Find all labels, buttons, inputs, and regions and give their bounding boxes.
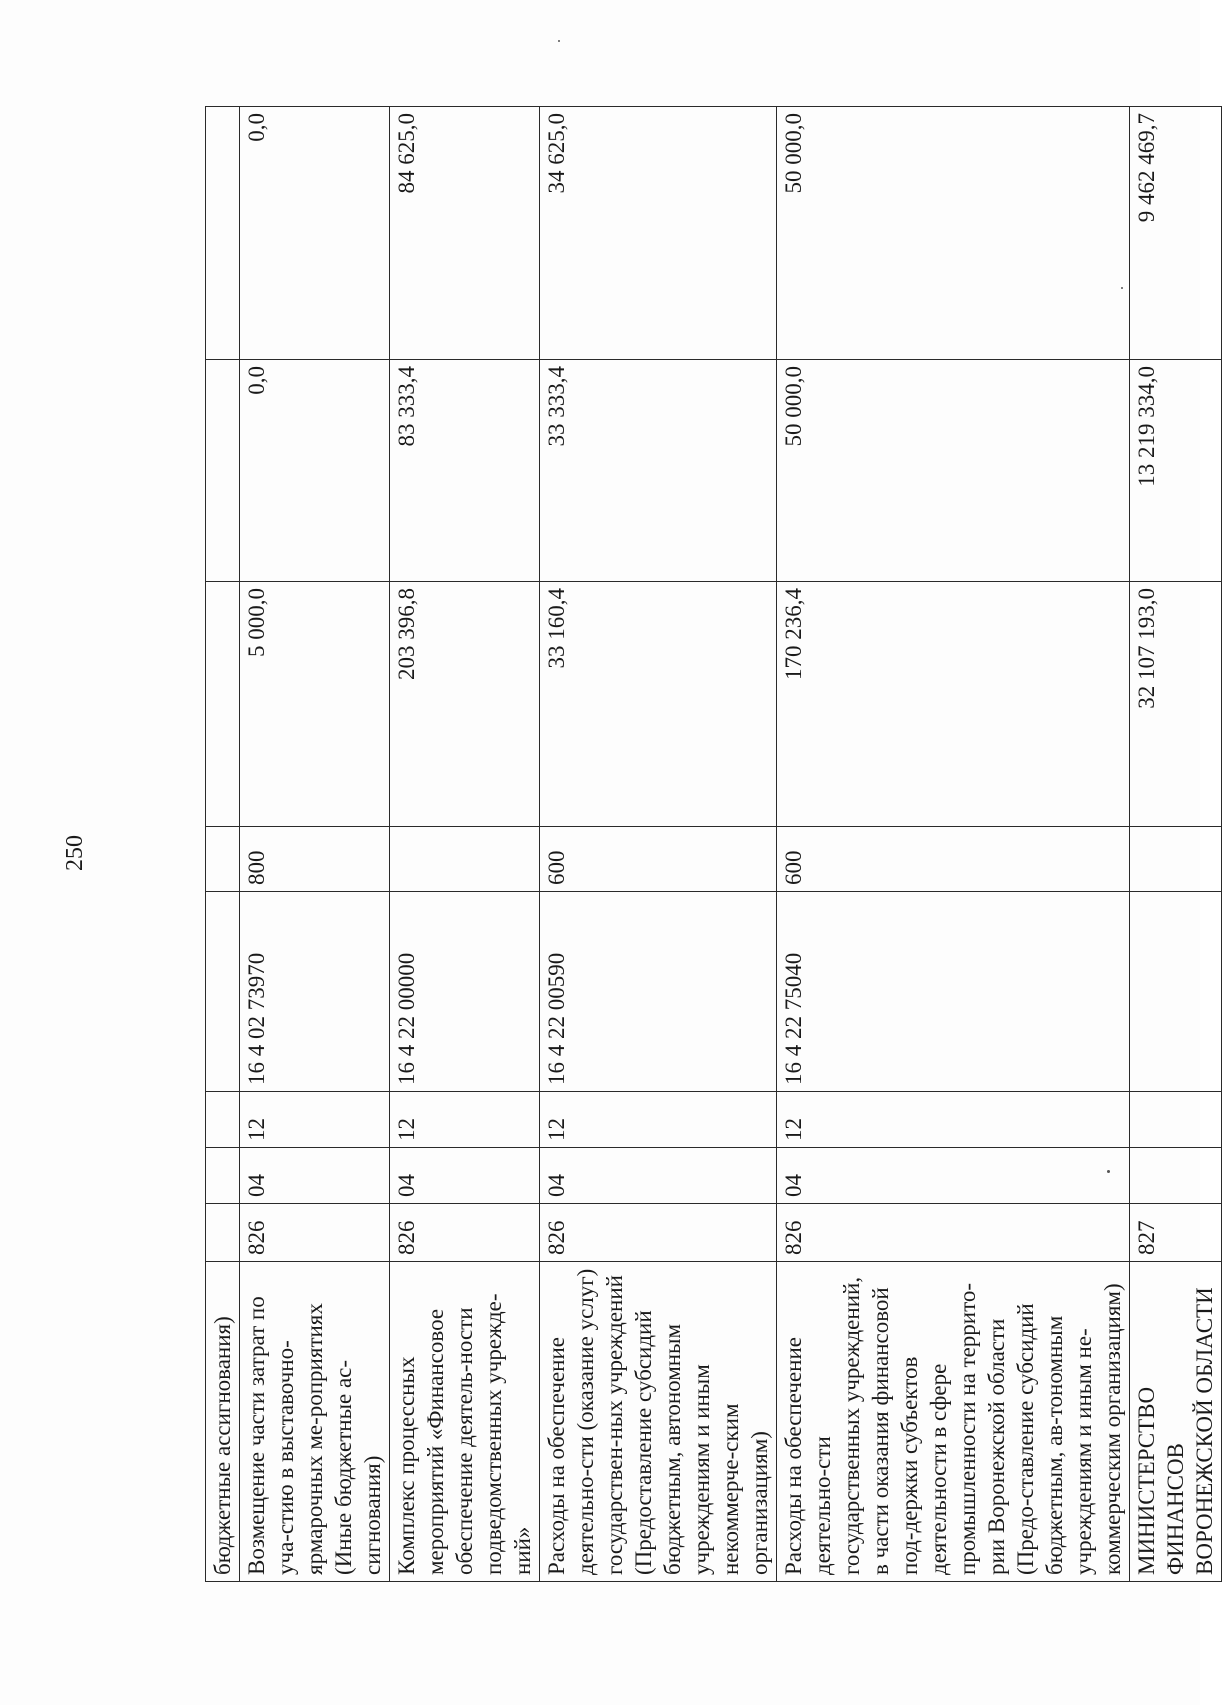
target-article-cell: 16 4 02 73970 <box>240 892 390 1092</box>
table-container <box>205 107 1217 1582</box>
target-article-cell: 16 4 22 00000 <box>390 892 540 1092</box>
expense-type-cell <box>206 827 240 892</box>
table-row <box>240 107 390 1582</box>
table-row <box>777 107 1130 1582</box>
row-name-cell: Расходы на обеспечение деятельно-сти (оказание услуг) государствен-ных учреждений (Предоставление субсидий бюджетным, автономным учреждениям и иным некоммерче-ским организациям) <box>540 1262 777 1582</box>
scan-speck <box>1121 287 1123 289</box>
budget-table <box>205 106 1222 1582</box>
expense-type-cell: 600 <box>540 827 777 892</box>
section-code-cell <box>206 1148 240 1204</box>
amount-3-cell: 0,0 <box>240 107 390 360</box>
section-code-cell: 04 <box>777 1148 1130 1204</box>
amount-2-cell: 13 219 334,0 <box>1130 360 1222 582</box>
subsection-code-cell <box>206 1092 240 1148</box>
page-number: 250 <box>62 835 88 871</box>
ministry-code-cell: 826 <box>777 1204 1130 1262</box>
amount-3-cell: 34 625,0 <box>540 107 777 360</box>
row-name-cell: Расходы на обеспечение деятельно-сти государственных учреждений, в части оказания финансовой под-держки субъектов деятельности в сфере промышленности на террито-рии Воронежской области (Предо-ставление субсидий бюджетным, ав-тономным учреждениям и иным не-коммерческим организациям) <box>777 1262 1130 1582</box>
amount-2-cell: 33 333,4 <box>540 360 777 582</box>
target-article-cell: 16 4 22 75040 <box>777 892 1130 1092</box>
target-article-cell: 16 4 22 00590 <box>540 892 777 1092</box>
amount-1-cell: 170 236,4 <box>777 582 1130 827</box>
amount-1-cell: 32 107 193,0 <box>1130 582 1222 827</box>
section-code-cell <box>1130 1148 1222 1204</box>
subsection-code-cell: 12 <box>240 1092 390 1148</box>
amount-3-cell <box>206 107 240 360</box>
amount-3-cell: 50 000,0 <box>777 107 1130 360</box>
amount-3-cell: 84 625,0 <box>390 107 540 360</box>
ministry-code-cell: 826 <box>240 1204 390 1262</box>
expense-type-cell <box>1130 827 1222 892</box>
table-row <box>206 107 240 1582</box>
amount-1-cell: 203 396,8 <box>390 582 540 827</box>
ministry-code-cell: 826 <box>390 1204 540 1262</box>
ministry-code-cell: 827 <box>1130 1204 1222 1262</box>
row-name-cell: Комплекс процессных мероприятий «Финансовое обеспечение деятель-ности подведомственных учрежде-ний» <box>390 1262 540 1582</box>
target-article-cell <box>206 892 240 1092</box>
row-name-cell: Возмещение части затрат по уча-стию в выставочно-ярмарочных ме-роприятиях (Иные бюджетные ас-сигнования) <box>240 1262 390 1582</box>
subsection-code-cell: 12 <box>777 1092 1130 1148</box>
row-name-cell: бюджетные ассигнования) <box>206 1262 240 1582</box>
row-name-cell: МИНИСТЕРСТВО ФИНАНСОВ ВОРОНЕЖСКОЙ ОБЛАСТИ <box>1130 1262 1222 1582</box>
target-article-cell <box>1130 892 1222 1092</box>
subsection-code-cell <box>1130 1092 1222 1148</box>
scan-speck <box>558 40 560 42</box>
amount-2-cell <box>206 360 240 582</box>
amount-1-cell: 33 160,4 <box>540 582 777 827</box>
amount-3-cell: 9 462 469,7 <box>1130 107 1222 360</box>
expense-type-cell <box>390 827 540 892</box>
section-code-cell: 04 <box>240 1148 390 1204</box>
subsection-code-cell: 12 <box>390 1092 540 1148</box>
section-code-cell: 04 <box>540 1148 777 1204</box>
ministry-code-cell <box>206 1204 240 1262</box>
expense-type-cell: 600 <box>777 827 1130 892</box>
table-row <box>390 107 540 1582</box>
ministry-code-cell: 826 <box>540 1204 777 1262</box>
expense-type-cell: 800 <box>240 827 390 892</box>
section-code-cell: 04 <box>390 1148 540 1204</box>
table-row <box>540 107 777 1582</box>
amount-2-cell: 83 333,4 <box>390 360 540 582</box>
amount-2-cell: 0,0 <box>240 360 390 582</box>
amount-1-cell <box>206 582 240 827</box>
amount-1-cell: 5 000,0 <box>240 582 390 827</box>
subsection-code-cell: 12 <box>540 1092 777 1148</box>
table-row <box>1130 107 1222 1582</box>
amount-2-cell: 50 000,0 <box>777 360 1130 582</box>
scan-speck <box>1107 1170 1110 1173</box>
